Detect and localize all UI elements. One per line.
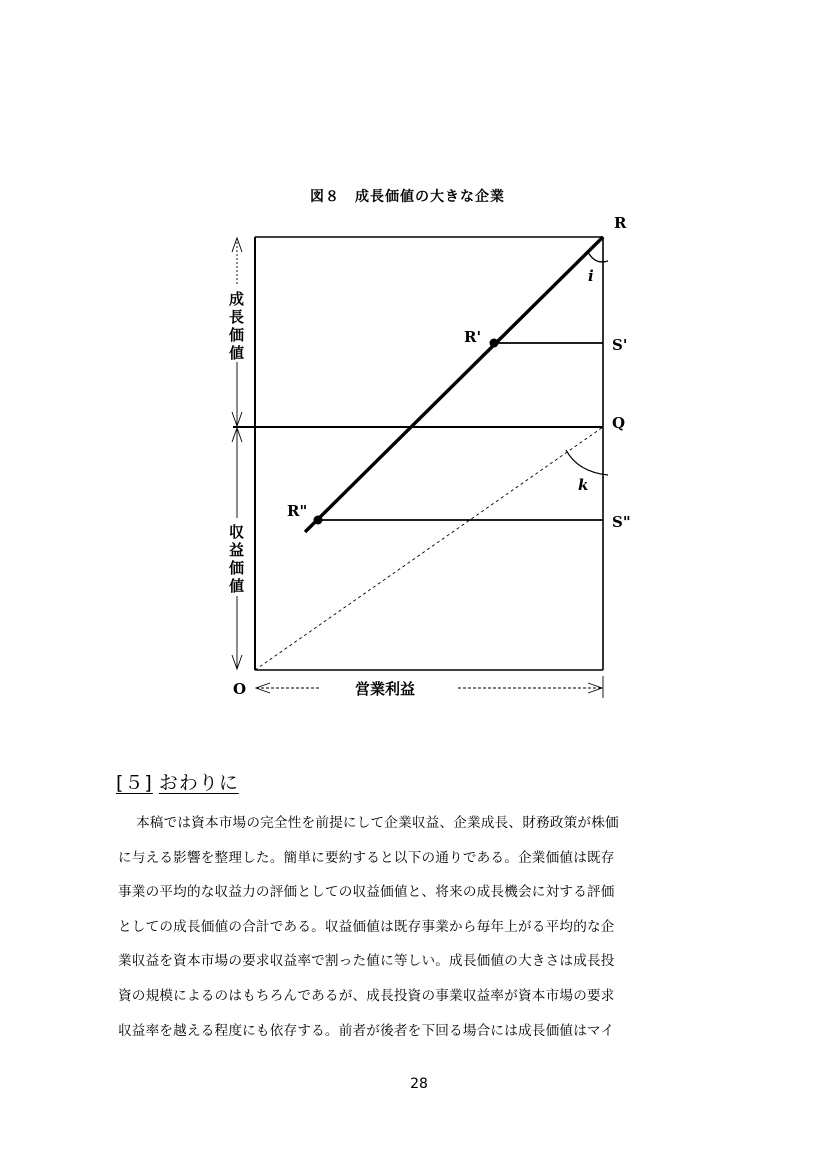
figure-caption: 図８ 成長価値の大きな企業 — [310, 189, 505, 205]
oq-dashed-line — [255, 427, 603, 670]
label-r: R — [614, 214, 627, 232]
earnings-value-char-1: 収 — [229, 523, 245, 541]
growth-value-char-4: 値 — [229, 344, 245, 362]
point-r-double-prime — [314, 516, 323, 525]
paragraph-line: に与える影響を整理した。簡単に要約すると以下の通りである。企業価値は既存 — [118, 849, 615, 866]
earnings-value-char-4: 値 — [229, 577, 245, 595]
label-s-prime: S' — [612, 336, 628, 354]
growth-value-char-2: 長 — [229, 308, 245, 326]
angle-arc-i — [588, 252, 608, 262]
paragraph-line: 資の規模によるのはもちろんであるが、成長投資の事業収益率が資本市場の要求 — [118, 987, 615, 1004]
earnings-value-char-2: 益 — [229, 541, 245, 559]
label-s-double-prime: S" — [612, 513, 631, 531]
growth-value-char-1: 成 — [229, 290, 245, 308]
growth-arrowhead-top — [232, 238, 242, 252]
paragraph-line: 業収益を資本市場の要求収益率で割った値に等しい。成長価値の大きさは成長投 — [118, 953, 615, 970]
angle-arc-k — [566, 450, 608, 475]
section-heading — [116, 768, 239, 795]
section-title: おわりに — [158, 772, 239, 794]
label-angle-i: i — [588, 267, 594, 285]
label-o: O — [233, 680, 247, 698]
point-r-prime — [490, 339, 499, 348]
paragraph-line: 収益率を越える程度にも依存する。前者が後者を下回る場合には成長価値はマイ — [118, 1022, 615, 1039]
paragraph-line: 本稿では資本市場の完全性を前提にして企業収益、企業成長、財務政策が株価 — [136, 815, 619, 831]
paragraph-line: 事業の平均的な収益力の評価としての収益価値と、将来の成長機会に対する評価 — [118, 884, 615, 901]
paragraph-line: としての成長価値の合計である。収益価値は既存事業から毎年上がる平均的な企 — [118, 918, 615, 935]
label-angle-k: k — [578, 476, 589, 494]
growth-value-char-3: 価 — [229, 326, 245, 344]
label-q: Q — [612, 414, 626, 432]
section-number: [５] — [116, 772, 153, 794]
r-line — [305, 237, 603, 532]
page-number: 28 — [410, 1076, 428, 1092]
label-r-double-prime: R" — [287, 502, 308, 520]
operating-profit-label: 営業利益 — [355, 680, 416, 698]
label-r-prime: R' — [464, 328, 482, 346]
body-paragraph — [118, 806, 718, 1048]
earnings-value-char-3: 価 — [229, 559, 245, 577]
